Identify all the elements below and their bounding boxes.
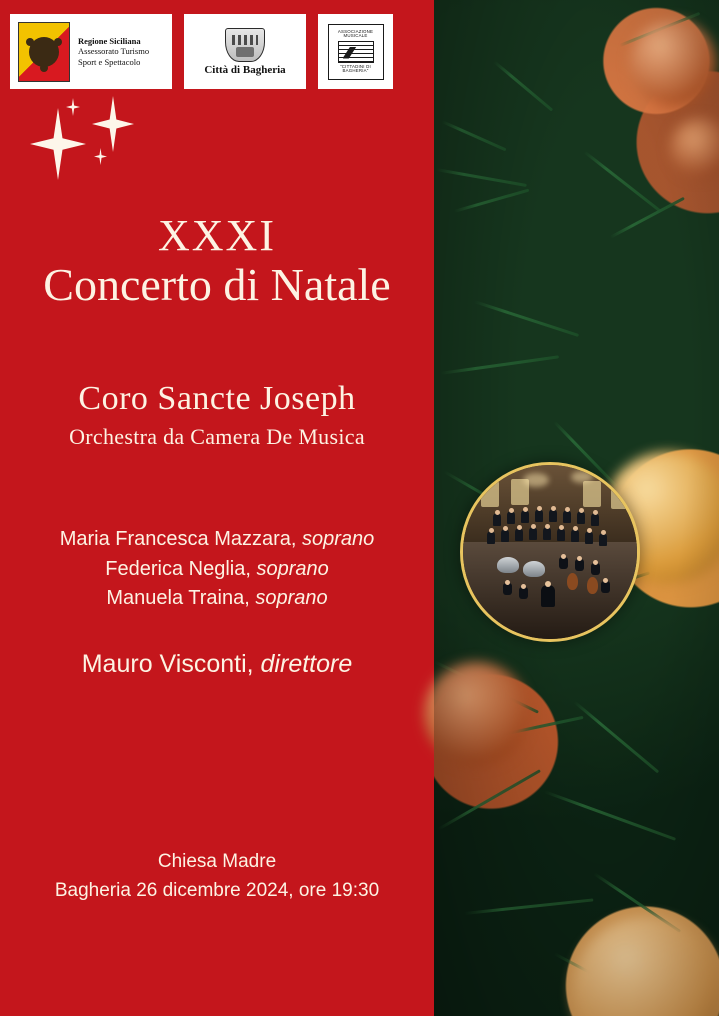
choir-orchestra-circle-photo bbox=[460, 462, 640, 642]
soloist-role: soprano bbox=[302, 528, 375, 550]
soloists-list bbox=[0, 525, 434, 614]
conductor-role: direttore bbox=[260, 650, 353, 678]
soloist-item bbox=[0, 555, 434, 585]
logo-regione-line-2: Assessorato Turismo bbox=[78, 46, 150, 57]
soloist-name: Maria Francesca Mazzara, bbox=[59, 528, 297, 550]
logo-regione-line-1: Regione Siciliana bbox=[78, 35, 141, 46]
venue-block bbox=[0, 848, 434, 905]
logo-assoc-top-text: ASSOCIAZIONE MUSICALE bbox=[337, 28, 374, 39]
edition-number: XXXI bbox=[158, 211, 276, 260]
soloist-role: soprano bbox=[255, 587, 328, 610]
soloist-role: soprano bbox=[256, 557, 329, 580]
soloist-item bbox=[0, 584, 434, 614]
logo-comune-label: Città di Bagheria bbox=[204, 63, 286, 76]
soloist-name: Manuela Traina, bbox=[106, 587, 250, 610]
choir-name: Coro Sancte Joseph bbox=[78, 380, 356, 417]
soloist-item bbox=[0, 525, 434, 555]
poster-title: Concerto di Natale bbox=[43, 259, 391, 310]
logo-regione-line-3: Sport e Spettacolo bbox=[78, 56, 141, 67]
soloist-name: Federica Neglia, bbox=[105, 557, 251, 580]
venue-datetime: Bagheria 26 dicembre 2024, ore 19:30 bbox=[54, 879, 380, 901]
orchestra-name: Orchestra da Camera De Musica bbox=[69, 424, 365, 449]
conductor-line bbox=[0, 650, 434, 679]
conductor-name: Mauro Visconti, bbox=[81, 650, 254, 678]
venue-place: Chiesa Madre bbox=[157, 851, 277, 872]
logo-assoc-bottom-text: "CITTADINI DI BAGHERIA" bbox=[340, 63, 371, 73]
